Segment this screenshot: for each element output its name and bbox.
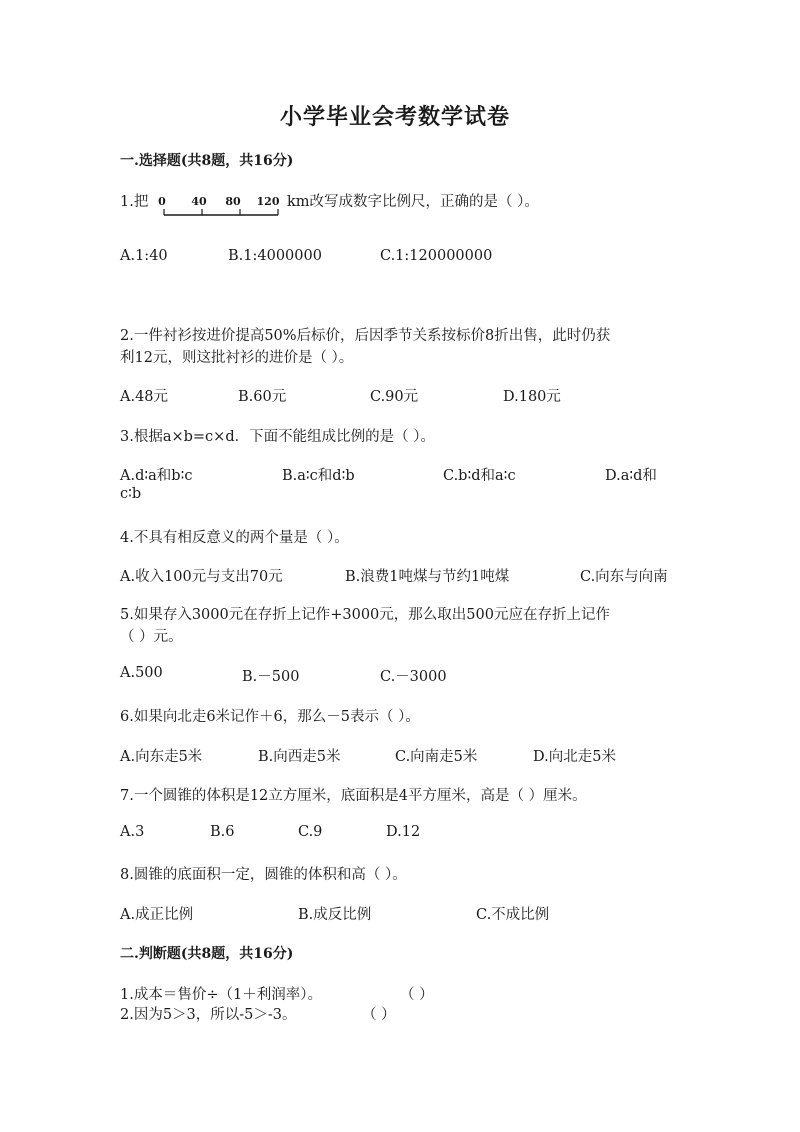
q6-option-c: C.向南走5米 — [395, 749, 478, 765]
q1-option-b: B.1:4000000 — [228, 248, 322, 264]
question-5-line2: （ ）元。 — [120, 629, 183, 645]
q4-option-b: B.浪费1吨煤与节约1吨煤 — [345, 569, 510, 585]
question-2-line1: 2.一件衬衫按进价提高50%后标价，后因季节关系按标价8折出售，此时仍获 — [120, 328, 611, 344]
q2-option-b: B.60元 — [238, 389, 287, 405]
q6-option-d: D.向北走5米 — [533, 749, 616, 765]
section-heading-judgment: 二.判断题(共8题，共16分) — [120, 946, 294, 962]
q7-option-b: B.6 — [210, 824, 235, 840]
q8-option-b: B.成反比例 — [298, 907, 372, 923]
question-1-prefix: 1.把 — [120, 194, 149, 210]
q8-option-c: C.不成比例 — [476, 907, 550, 923]
question-7-text: 7.一个圆锥的体积是12立方厘米，底面积是4平方厘米，高是（ ）厘米。 — [120, 788, 587, 804]
q5-option-c: C.－3000 — [380, 669, 447, 685]
question-3-text: 3.根据a×b=c×d．下面不能组成比例的是（ ）。 — [120, 429, 435, 445]
q4-option-c: C.向东与向南 — [580, 569, 668, 585]
q7-option-c: C.9 — [298, 824, 323, 840]
question-2-line2: 利12元，则这批衬衫的进价是（ ）。 — [120, 350, 354, 366]
q6-option-a: A.向东走5米 — [120, 749, 203, 765]
question-6-text: 6.如果向北走6米记作＋6，那么－5表示（ ）。 — [120, 709, 420, 725]
q2-option-a: A.48元 — [120, 389, 169, 405]
scale-label-80: 80 — [225, 195, 241, 208]
q5-option-a: A.500 — [120, 665, 163, 681]
q3-option-d: D.a∶d和 — [605, 468, 657, 484]
judgment-item-1-text: 1.成本＝售价÷（1＋利润率）。 — [120, 987, 322, 1003]
q6-option-b: B.向西走5米 — [258, 749, 341, 765]
q8-option-a: A.成正比例 — [120, 907, 194, 923]
page-title: 小学毕业会考数学试卷 — [280, 104, 511, 130]
q1-option-c: C.1:120000000 — [380, 248, 493, 264]
question-8-text: 8.圆锥的底面积一定，圆锥的体积和高（ ）。 — [120, 867, 407, 883]
section-heading-choice: 一.选择题(共8题，共16分) — [120, 153, 294, 169]
q3-option-a: A.d∶a和b∶c — [120, 468, 193, 484]
q5-option-b: B.－500 — [242, 669, 300, 685]
q7-option-d: D.12 — [386, 824, 421, 840]
scale-label-40: 40 — [191, 195, 207, 208]
q2-option-d: D.180元 — [503, 389, 561, 405]
question-5-line1: 5.如果存入3000元在存折上记作+3000元，那么取出500元应在存折上记作 — [120, 607, 610, 623]
q7-option-a: A.3 — [120, 824, 145, 840]
q3-option-b: B.a∶c和d∶b — [282, 468, 355, 484]
question-1-text: km改写成数字比例尺，正确的是（ ）。 — [287, 194, 539, 210]
q1-option-a: A.1:40 — [120, 248, 168, 264]
question-4-text: 4.不具有相反意义的两个量是（ ）。 — [120, 530, 349, 546]
scale-label-120: 120 — [256, 195, 280, 208]
q2-option-c: C.90元 — [370, 389, 419, 405]
q3-option-d-continued: c∶b — [120, 486, 142, 502]
q4-option-a: A.收入100元与支出70元 — [120, 569, 283, 585]
judgment-item-2-text: 2.因为5＞3，所以-5＞-3。 — [120, 1007, 297, 1023]
q3-option-c: C.b∶d和a∶c — [443, 468, 516, 484]
judgment-item-1-blank: （ ） — [400, 987, 434, 1003]
scale-label-0: 0 — [158, 195, 166, 208]
judgment-item-2-blank: （ ） — [362, 1007, 396, 1023]
scale-bar — [156, 193, 286, 223]
